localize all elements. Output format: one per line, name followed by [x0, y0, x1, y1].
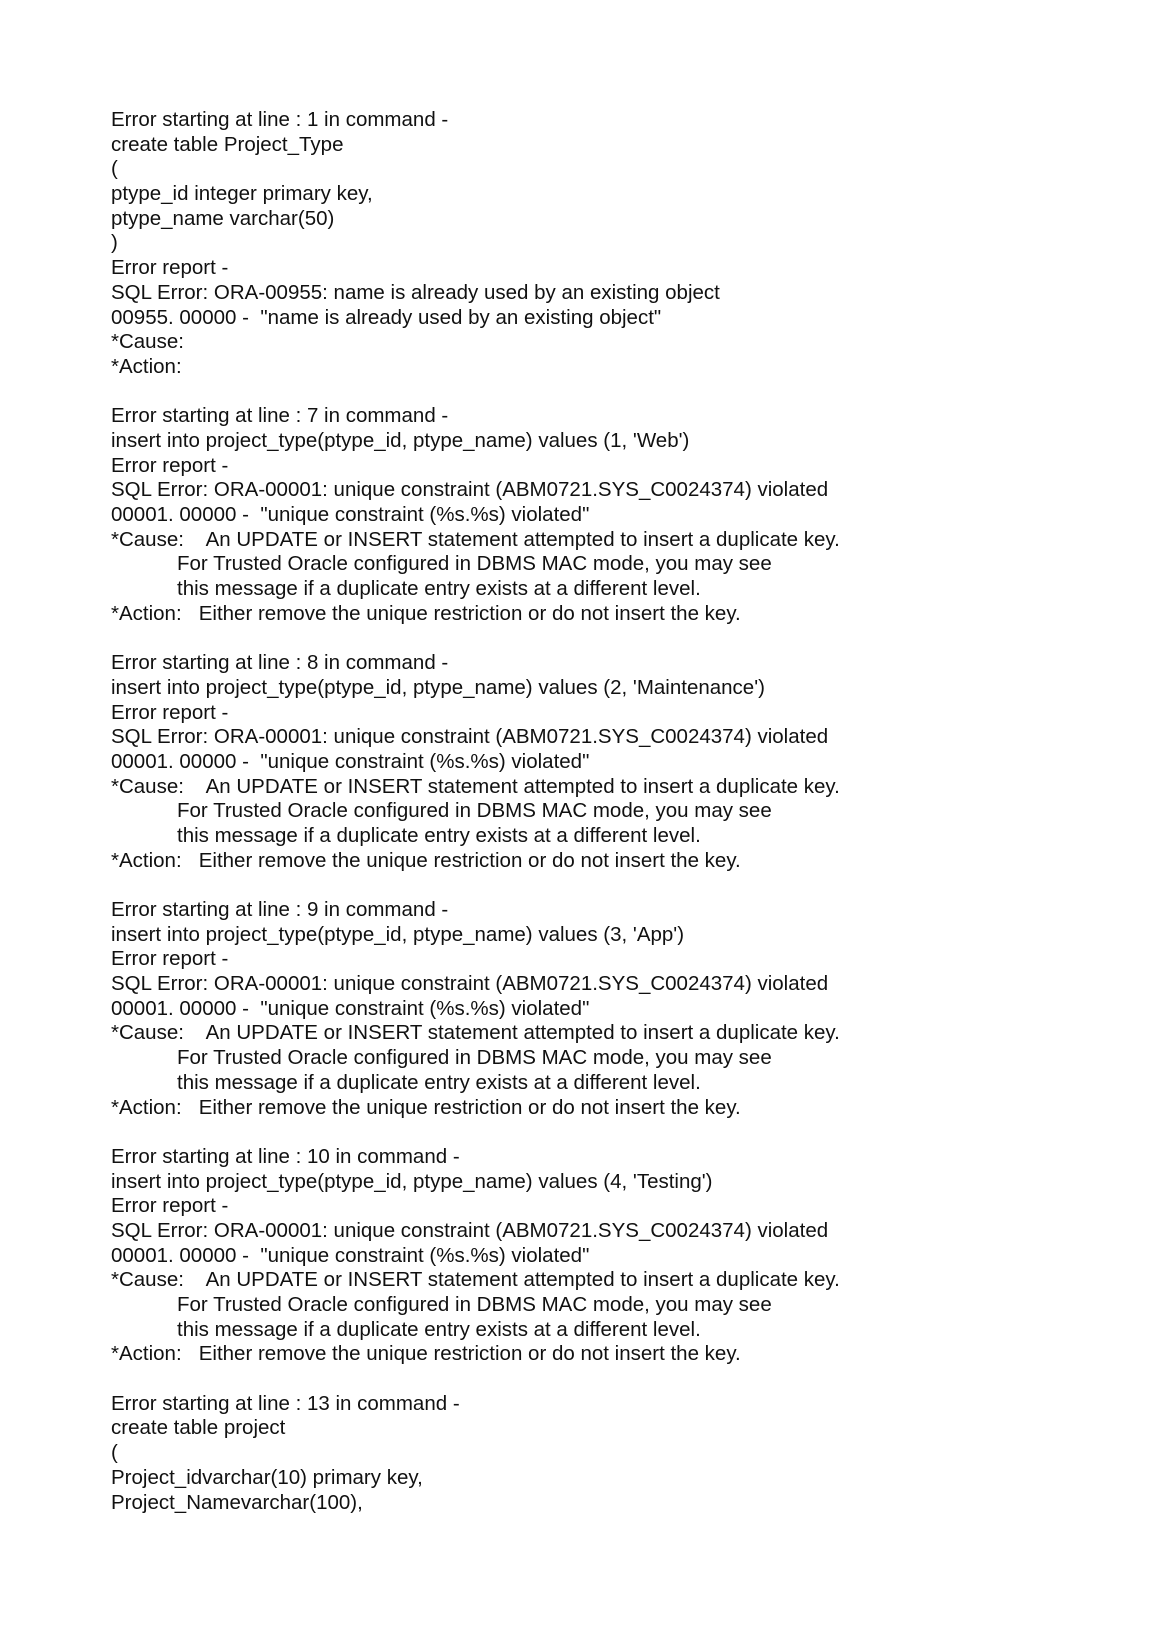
sql-error-message: SQL Error: ORA-00001: unique constraint (ABM0721.SYS_C0024374) violated: [111, 478, 829, 502]
error-start-line: Error starting at line : 9 in command -: [111, 898, 449, 921]
cause-line: *Cause:: [111, 330, 184, 354]
sql-error-message: SQL Error: ORA-00001: unique constraint (ABM0721.SYS_C0024374) violated: [111, 972, 829, 996]
block-spacer: [111, 380, 1111, 405]
action-line: *Action: Either remove the unique restriction or do not insert the key.: [111, 601, 741, 625]
error-start-line: Error starting at line : 7 in command -: [111, 404, 449, 428]
block-spacer: [111, 873, 1111, 898]
cause-line: *Cause: An UPDATE or INSERT statement attempted to insert a duplicate key.: [111, 527, 840, 551]
error-report-heading: Error report -: [111, 1194, 229, 1218]
sql-statement-line: (: [111, 157, 118, 181]
sql-statement-line: ptype_name varchar(50): [111, 206, 335, 230]
action-line: *Action: Either remove the unique restriction or do not insert the key.: [111, 1095, 741, 1119]
error-code-line: 00001. 00000 - "unique constraint (%s.%s) violated": [111, 503, 590, 526]
cause-line: *Cause: An UPDATE or INSERT statement attempted to insert a duplicate key.: [111, 1021, 840, 1045]
sql-statement-line: Project_Namevarchar(100),: [111, 1490, 363, 1514]
cause-detail-line: this message if a duplicate entry exists at a different level.: [177, 1317, 701, 1341]
error-block-line-13: [111, 1392, 1111, 1515]
error-block-line-1: [111, 108, 1111, 380]
error-code-line: 00001. 00000 - "unique constraint (%s.%s) violated": [111, 996, 590, 1020]
error-block-line-7: [111, 404, 1111, 626]
error-block-line-8: [111, 651, 1111, 873]
cause-line: *Cause: An UPDATE or INSERT statement attempted to insert a duplicate key.: [111, 774, 840, 798]
cause-detail-line: For Trusted Oracle configured in DBMS MAC mode, you may see: [177, 552, 772, 576]
sql-statement-line: create table project: [111, 1416, 286, 1440]
cause-detail-line: this message if a duplicate entry exists at a different level.: [177, 1070, 701, 1094]
sql-statement-line: ): [111, 231, 118, 255]
error-block-line-10: [111, 1145, 1111, 1367]
error-start-line: Error starting at line : 1 in command -: [111, 108, 449, 131]
sql-statement-line: insert into project_type(ptype_id, ptype_name) values (4, 'Testing'): [111, 1169, 713, 1193]
error-start-line: Error starting at line : 13 in command -: [111, 1391, 460, 1415]
error-start-line: Error starting at line : 8 in command -: [111, 651, 449, 675]
error-report-heading: Error report -: [111, 947, 229, 971]
error-report-heading: Error report -: [111, 256, 229, 280]
sql-statement-line: (: [111, 1441, 118, 1465]
cause-detail-line: this message if a duplicate entry exists at a different level.: [177, 577, 701, 601]
sql-statement-line: insert into project_type(ptype_id, ptype_name) values (1, 'Web'): [111, 428, 690, 452]
cause-detail-line: For Trusted Oracle configured in DBMS MAC mode, you may see: [177, 799, 772, 823]
action-line: *Action: Either remove the unique restriction or do not insert the key.: [111, 848, 741, 872]
error-code-line: 00955. 00000 - "name is already used by an existing object": [111, 305, 662, 329]
block-spacer: [111, 626, 1111, 651]
sql-error-message: SQL Error: ORA-00001: unique constraint (ABM0721.SYS_C0024374) violated: [111, 725, 829, 749]
error-code-line: 00001. 00000 - "unique constraint (%s.%s) violated": [111, 749, 590, 773]
action-line: *Action:: [111, 354, 182, 378]
action-line: *Action: Either remove the unique restriction or do not insert the key.: [111, 1342, 741, 1366]
cause-detail-line: For Trusted Oracle configured in DBMS MAC mode, you may see: [177, 1293, 772, 1316]
error-log-document: [111, 108, 1111, 1515]
sql-statement-line: create table Project_Type: [111, 132, 344, 156]
cause-detail-line: this message if a duplicate entry exists at a different level.: [177, 823, 701, 847]
block-spacer: [111, 1367, 1111, 1392]
sql-statement-line: insert into project_type(ptype_id, ptype_name) values (2, 'Maintenance'): [111, 675, 765, 699]
sql-error-message: SQL Error: ORA-00001: unique constraint (ABM0721.SYS_C0024374) violated: [111, 1218, 829, 1242]
sql-error-message: SQL Error: ORA-00955: name is already used by an existing object: [111, 280, 720, 304]
sql-statement-line: insert into project_type(ptype_id, ptype_name) values (3, 'App'): [111, 922, 685, 946]
error-report-heading: Error report -: [111, 700, 229, 724]
error-code-line: 00001. 00000 - "unique constraint (%s.%s) violated": [111, 1243, 590, 1267]
cause-line: *Cause: An UPDATE or INSERT statement attempted to insert a duplicate key.: [111, 1268, 840, 1292]
cause-detail-line: For Trusted Oracle configured in DBMS MAC mode, you may see: [177, 1046, 772, 1070]
sql-statement-line: Project_idvarchar(10) primary key,: [111, 1465, 423, 1489]
error-report-heading: Error report -: [111, 453, 229, 477]
error-block-line-9: [111, 898, 1111, 1120]
block-spacer: [111, 1120, 1111, 1145]
sql-statement-line: ptype_id integer primary key,: [111, 182, 373, 206]
error-start-line: Error starting at line : 10 in command -: [111, 1144, 460, 1168]
